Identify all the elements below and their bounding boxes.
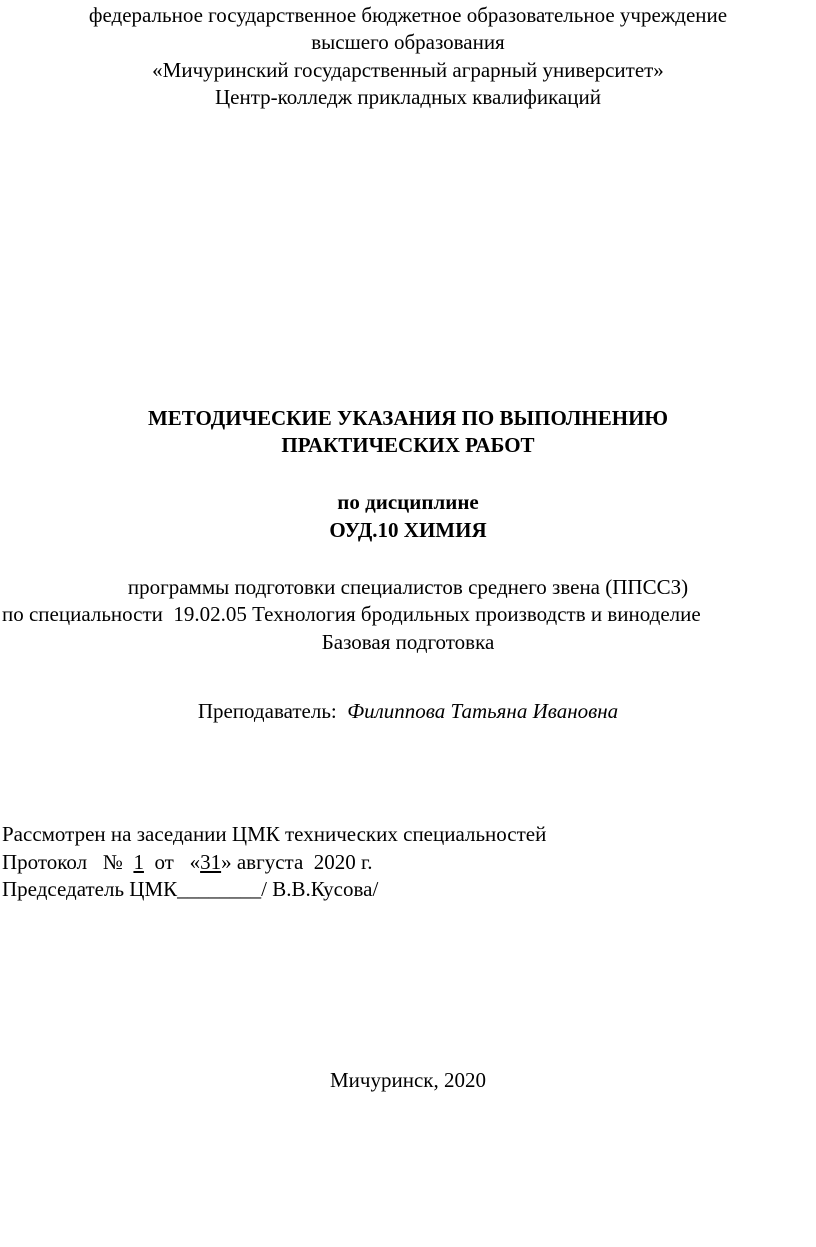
header-organization-line-2: высшего образования <box>311 30 505 54</box>
protocol-label: Протокол <box>2 850 88 874</box>
specialty-prefix: по специальности <box>2 602 169 626</box>
city-year: Мичуринск, 2020 <box>330 1068 486 1092</box>
program-line-1: программы подготовки специалистов среднего звена (ППССЗ) <box>127 575 689 599</box>
teacher-name: Филиппова Татьяна Ивановна <box>347 699 619 723</box>
approval-statement: Рассмотрен на заседании ЦМК технических специальностей <box>2 822 547 846</box>
protocol-month-year: августа 2020 г. <box>236 850 373 874</box>
program-specialty-line <box>2 602 816 627</box>
teacher-line <box>0 699 816 724</box>
document-title-line-1: МЕТОДИЧЕСКИЕ УКАЗАНИЯ ПО ВЫПОЛНЕНИЮ <box>147 406 669 430</box>
protocol-number: 1 <box>133 850 144 874</box>
quote-close: » <box>221 850 232 874</box>
chair-line <box>2 877 816 902</box>
chair-name: / В.В.Кусова/ <box>261 877 379 901</box>
discipline-name: ОУД.10 ХИМИЯ <box>329 518 487 542</box>
number-sign: № <box>102 850 123 874</box>
header-college-name: Центр-колледж прикладных квалификаций <box>214 85 602 109</box>
header-organization-line-1: федеральное государственное бюджетное образовательное учреждение <box>88 3 728 27</box>
program-level: Базовая подготовка <box>321 630 495 654</box>
quote-open: « <box>189 850 201 874</box>
chair-label: Председатель ЦМК <box>2 877 178 901</box>
discipline-label: по дисциплине <box>337 490 479 514</box>
header-university-name: «Мичуринский государственный аграрный университет» <box>152 58 664 82</box>
from-label: от <box>154 850 174 874</box>
document-title-line-2: ПРАКТИЧЕСКИХ РАБОТ <box>281 433 535 457</box>
protocol-line <box>2 850 816 875</box>
specialty-code-name: 19.02.05 Технология бродильных производств и виноделие <box>173 602 701 626</box>
protocol-day: 31 <box>200 850 222 874</box>
teacher-label: Преподаватель: <box>197 699 337 723</box>
signature-blank: ________ <box>177 877 262 901</box>
